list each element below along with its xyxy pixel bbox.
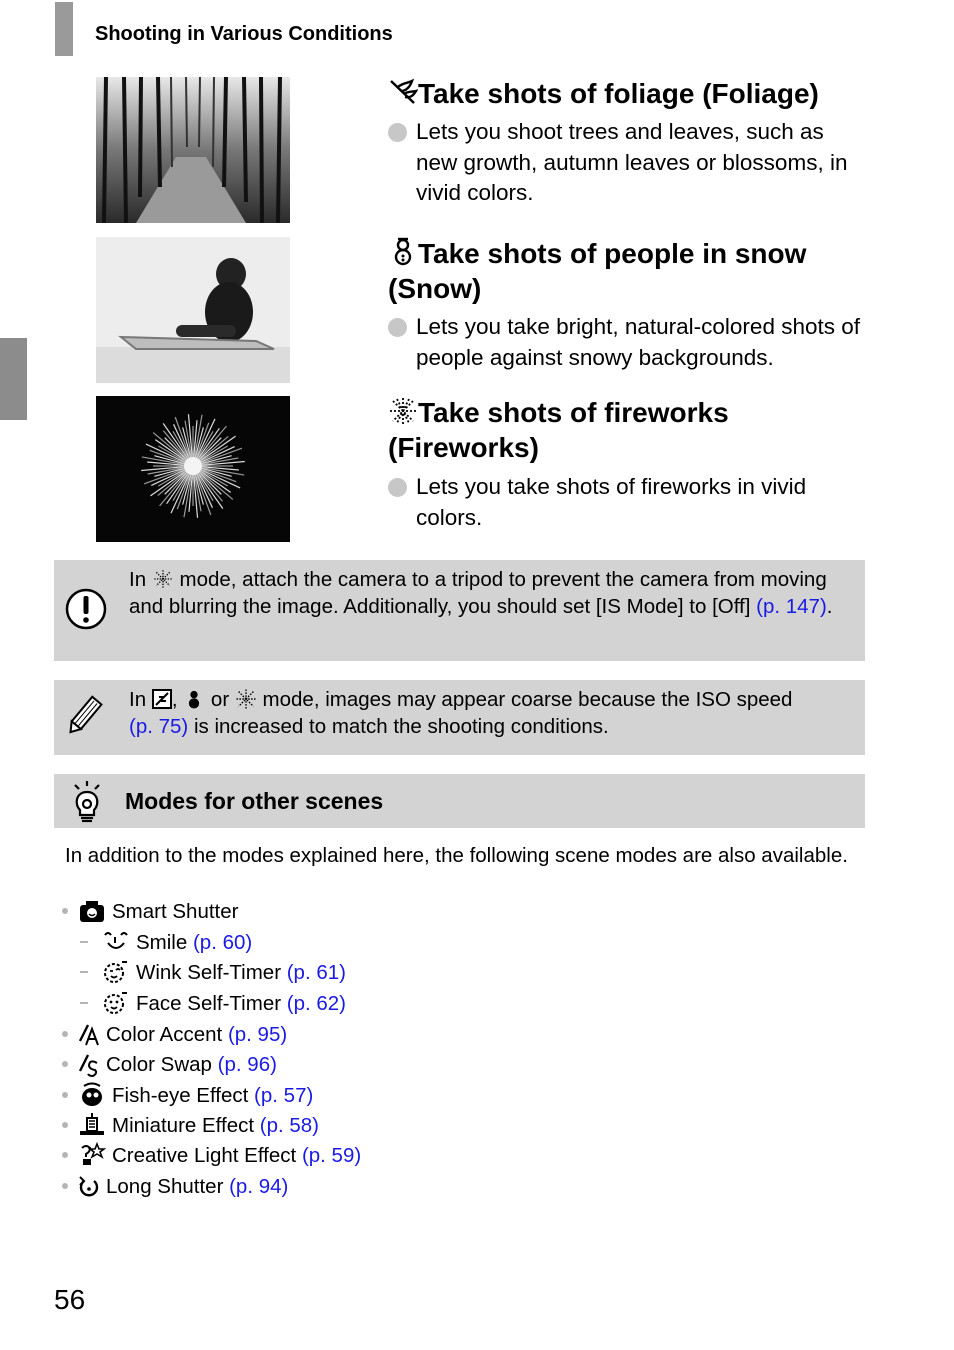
mode-label: Creative Light Effect <box>112 1144 297 1167</box>
list-item <box>62 1112 319 1140</box>
fireworks-description: Lets you take shots of fireworks in vivid colors. <box>388 472 868 533</box>
dash-marker <box>80 971 88 973</box>
bullet-dot <box>62 1031 68 1037</box>
face-self-timer-icon <box>102 990 130 1016</box>
miniature-icon <box>78 1112 106 1138</box>
lightbulb-icon <box>70 780 104 824</box>
memo-text: In , or mode, images may appear coarse because the ISO speed (p. 75) is increased to match the shooting conditions. <box>129 688 793 738</box>
mode-page-link[interactable]: (p. 94) <box>229 1175 289 1198</box>
mode-page-link[interactable]: (p. 62) <box>286 992 346 1015</box>
memo-note <box>54 680 865 755</box>
caution-text: In mode, attach the camera to a tripod to prevent the camera from moving and blurring the image. Additionally, you should set [IS Mode] to [Off] (p. 147). <box>129 568 833 618</box>
color-swap-icon <box>78 1051 100 1077</box>
bullet-circle <box>388 318 407 337</box>
list-item <box>80 990 346 1018</box>
foliage-box-icon <box>152 689 172 709</box>
list-item <box>62 898 238 926</box>
modes-section-header <box>54 774 865 828</box>
creative-light-icon <box>78 1142 106 1168</box>
bullet-circle <box>388 123 407 142</box>
mode-label: Fish-eye Effect <box>112 1084 249 1107</box>
bullet-dot <box>62 1061 68 1067</box>
modes-intro: In addition to the modes explained here, the following scene modes are also available. <box>65 844 848 867</box>
caution-page-link[interactable]: (p. 147) <box>756 595 827 618</box>
smile-icon <box>102 929 130 955</box>
mode-label: Smile <box>136 931 188 954</box>
header-bar <box>55 2 73 56</box>
mode-label: Wink Self-Timer <box>136 961 282 984</box>
snow-description: Lets you take bright, natural-colored shots of people against snowy backgrounds. <box>388 312 868 373</box>
fireworks-heading: Take shots of fireworks (Fireworks) <box>388 397 729 463</box>
mode-label: Long Shutter <box>106 1175 224 1198</box>
wink-self-timer-icon <box>102 959 130 985</box>
list-item <box>62 1021 287 1049</box>
list-item <box>80 929 252 957</box>
snow-photo <box>96 237 290 383</box>
mode-page-link[interactable]: (p. 60) <box>192 931 253 954</box>
bullet-dot <box>62 1152 68 1158</box>
modes-title: Modes for other scenes <box>125 788 384 814</box>
list-item <box>62 1142 361 1170</box>
foliage-icon <box>388 77 418 107</box>
list-item <box>62 1173 288 1201</box>
dash-marker <box>80 1002 88 1004</box>
mode-page-link[interactable]: (p. 59) <box>301 1144 362 1167</box>
bullet-dot <box>62 908 68 914</box>
mode-page-link[interactable]: (p. 61) <box>286 961 346 984</box>
memo-page-link[interactable]: (p. 75) <box>129 715 189 738</box>
fireworks-photo <box>96 396 290 542</box>
mode-label: Color Swap <box>106 1053 212 1076</box>
mode-page-link[interactable]: (p. 57) <box>254 1084 314 1107</box>
page-header-title: Shooting in Various Conditions <box>95 23 393 45</box>
caution-note <box>54 560 865 661</box>
mode-page-link[interactable]: (p. 96) <box>217 1053 277 1076</box>
long-shutter-icon <box>78 1173 100 1199</box>
bullet-dot <box>62 1183 68 1189</box>
foliage-photo <box>96 77 290 223</box>
fireworks-icon <box>152 569 174 589</box>
mode-page-link[interactable]: (p. 58) <box>259 1114 320 1137</box>
fireworks-icon <box>235 688 257 710</box>
mode-label: Miniature Effect <box>112 1114 255 1137</box>
list-item <box>62 1051 277 1079</box>
bullet-dot <box>62 1122 68 1128</box>
mode-label: Smart Shutter <box>112 900 239 923</box>
mode-page-link[interactable]: (p. 95) <box>227 1023 288 1046</box>
fish-eye-icon <box>78 1082 106 1108</box>
snow-icon <box>388 237 418 267</box>
foliage-heading: Take shots of foliage (Foliage) <box>388 76 868 111</box>
snow-heading: Take shots of people in snow (Snow) <box>388 238 807 304</box>
list-item <box>62 1082 313 1110</box>
bullet-dot <box>62 1092 68 1098</box>
chapter-tab <box>0 338 27 420</box>
smart-shutter-icon <box>78 898 106 924</box>
fireworks-icon <box>388 396 418 426</box>
bullet-circle <box>388 478 407 497</box>
list-item <box>80 959 346 987</box>
pencil-icon <box>64 694 104 738</box>
color-accent-icon <box>78 1021 100 1047</box>
foliage-description: Lets you shoot trees and leaves, such as new growth, autumn leaves or blossoms, in vivid colors. <box>388 117 868 209</box>
caution-icon <box>64 587 108 631</box>
snow-icon <box>183 688 205 710</box>
dash-marker <box>80 941 88 943</box>
mode-label: Face Self-Timer <box>136 992 282 1015</box>
mode-label: Color Accent <box>106 1023 223 1046</box>
page-number: 56 <box>54 1284 86 1315</box>
